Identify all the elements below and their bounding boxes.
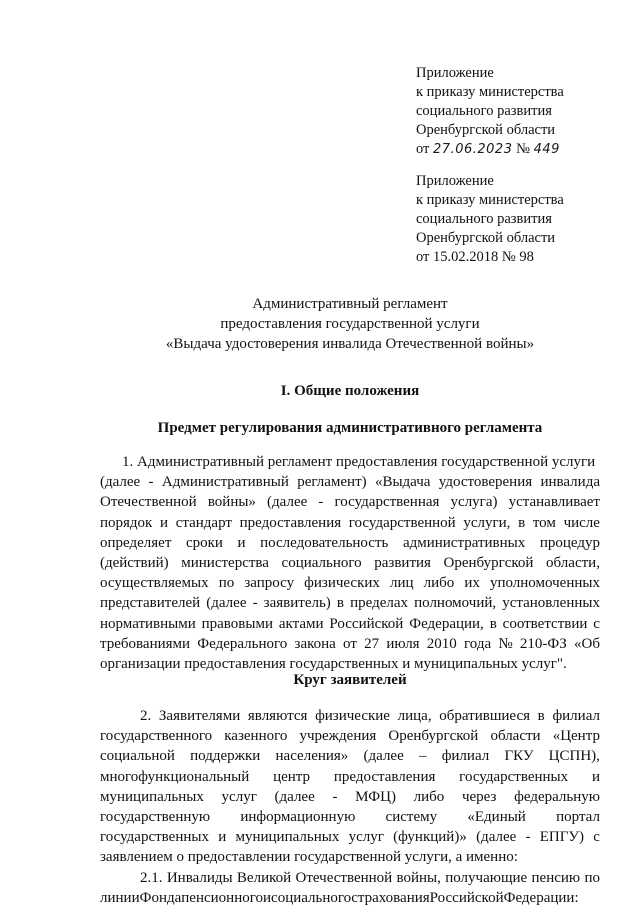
word: учреждения [299, 728, 377, 745]
word: сроки [185, 534, 223, 551]
word: министерства [181, 554, 269, 571]
subheading-subject: Предмет регулирования административного регламента [157, 420, 543, 436]
paragraph-line [100, 827, 600, 847]
paragraph-line [100, 533, 600, 553]
word: том [532, 514, 556, 531]
word: либо [413, 788, 445, 805]
word: закона [294, 635, 336, 652]
word: и [237, 534, 246, 551]
word: Отечественной [100, 494, 197, 511]
word: федеральную [514, 788, 600, 805]
word: государственная [334, 494, 440, 511]
section-heading: I. Общие положения [280, 383, 420, 399]
word: порядок [100, 514, 153, 531]
word: запросу [244, 575, 295, 592]
word: по [218, 575, 235, 592]
word: линии [100, 890, 140, 907]
word: и [591, 768, 600, 785]
word: (далее [206, 595, 247, 612]
word: Заявителями [158, 708, 241, 724]
word: информационную [240, 808, 356, 825]
handwritten-date: 27.06.2023 [433, 142, 513, 157]
appendix-line: Оренбургской области [416, 230, 556, 246]
number-sign: № [516, 141, 530, 157]
word: года [464, 635, 492, 652]
word: пределах [350, 595, 409, 612]
paragraph-line [100, 573, 600, 593]
word: от [343, 635, 357, 652]
word: через [461, 788, 497, 805]
word: и [218, 829, 227, 846]
word: государственных [100, 829, 209, 846]
word: и [160, 514, 169, 531]
word: (далее [476, 829, 517, 846]
paragraph-line [100, 513, 600, 533]
word: - [318, 494, 324, 511]
word: государственной [348, 514, 456, 531]
paragraph-line [100, 767, 600, 787]
word: «Об [574, 635, 600, 652]
paragraph-line [100, 452, 600, 472]
handwritten-number: 449 [533, 142, 560, 157]
appendix-line: от 15.02.2018 № 98 [416, 249, 534, 265]
word: Российской [329, 615, 404, 632]
word: – [418, 748, 427, 765]
word: - [252, 595, 258, 612]
title-line: предоставления государственной услуги [220, 316, 480, 332]
word: лица, [397, 708, 432, 724]
word: Инвалиды [166, 870, 233, 886]
paragraph-line [100, 847, 600, 867]
word: Оренбургской [443, 554, 534, 571]
word: актами [278, 615, 324, 632]
appendix-previous-order [416, 172, 564, 267]
appendix-line: к приказу министерства [416, 192, 564, 208]
word: услуг [221, 788, 257, 805]
word: 210-ФЗ [519, 635, 567, 652]
word: МФЦ) [355, 788, 396, 805]
word: войны» [207, 494, 256, 511]
word: (далее [267, 494, 308, 511]
word: филиал [441, 748, 490, 765]
word: последовательность [260, 534, 389, 551]
word: государственную [100, 808, 211, 825]
appendix-current-order [416, 64, 564, 159]
word: населения» [275, 748, 349, 765]
paragraph-line [100, 553, 600, 573]
word: нормативными [100, 615, 196, 632]
word: № [498, 635, 513, 652]
word: портал [556, 808, 600, 825]
word: получающие [445, 870, 528, 886]
word: социальной [100, 748, 175, 765]
word: социального [271, 890, 352, 907]
word: либо [423, 575, 455, 592]
word: 2.1. [140, 870, 163, 886]
word: «Выдача [374, 474, 431, 491]
word: ГКУ [504, 748, 534, 765]
word: услуги, [463, 514, 511, 531]
word: в [336, 595, 344, 612]
appendix-line: Оренбургской области [416, 122, 556, 138]
word: их [464, 575, 480, 592]
paragraph-2-1 [100, 868, 600, 908]
word: поддержки [190, 748, 261, 765]
word: муниципальных [100, 788, 204, 805]
paragraph-line [100, 492, 600, 512]
word: правовыми [201, 615, 273, 632]
paragraph-line [100, 807, 600, 827]
word: пенсионного [181, 890, 264, 907]
word: в [518, 514, 526, 531]
word: 2. [140, 708, 152, 724]
word: организации предоставления государственных и муниципальных услуг". [100, 655, 567, 672]
paragraph-line [100, 787, 600, 807]
word: (функций)» [393, 829, 467, 846]
paragraph-line [100, 746, 600, 766]
word: административных [402, 534, 526, 551]
word: июля [386, 635, 420, 652]
word: «Единый [467, 808, 526, 825]
word: Фонда [139, 890, 182, 907]
word: являются [247, 708, 308, 724]
paragraph-line [100, 634, 600, 654]
word: устанавливает [508, 494, 600, 511]
word: Административный [161, 474, 289, 491]
word: регламент) [297, 474, 367, 491]
word: области [490, 728, 541, 745]
word: услуга) [450, 494, 498, 511]
word: заявлением о предоставлении государственной услуги, а именно: [100, 849, 518, 866]
word: Федерального [197, 635, 288, 652]
word: 1. Административный регламент предоставления государственной услуги [122, 454, 596, 470]
word: филиал [552, 708, 600, 724]
word: центр [273, 768, 311, 785]
date-prefix: от [416, 141, 430, 157]
paragraph-line [100, 726, 600, 746]
word: развития [374, 554, 431, 571]
word: казенного [224, 728, 288, 745]
word: предоставления [239, 514, 342, 531]
word: осуществляемых [100, 575, 209, 592]
word: удостоверения [438, 474, 533, 491]
appendix-line: Приложение [416, 173, 494, 189]
document-title [100, 294, 600, 354]
word: уполномоченных [489, 575, 600, 592]
word: представителей [100, 595, 201, 612]
appendix-line: социального развития [416, 103, 552, 119]
word: 2010 [426, 635, 457, 652]
title-line: «Выдача удостоверения инвалида Отечественной войны» [165, 336, 535, 352]
subheading-applicants: Круг заявителей [293, 672, 407, 688]
title-line: Административный регламент [252, 296, 448, 312]
word: (далее [274, 788, 315, 805]
paragraph-line [100, 614, 600, 634]
paragraph-line [100, 706, 600, 726]
appendix-date-line [416, 140, 564, 159]
word: установленных [502, 595, 600, 612]
word: «Центр [552, 728, 600, 745]
word: и [263, 890, 272, 907]
word: числе [563, 514, 600, 531]
word: Российской [429, 890, 504, 907]
word: с [593, 829, 600, 846]
word: услуг [348, 829, 384, 846]
paragraph-line [100, 868, 600, 888]
word: страхования [351, 890, 430, 907]
word: - [332, 788, 338, 805]
word: систему [385, 808, 438, 825]
word: полномочий, [414, 595, 497, 612]
word: - [148, 474, 154, 491]
word: предоставления [333, 768, 436, 785]
word: стандарт [175, 514, 232, 531]
word: в [537, 708, 545, 724]
word: муниципальных [235, 829, 340, 846]
paragraph-line [100, 472, 600, 492]
word: государственных [459, 768, 569, 785]
word: Великой [236, 870, 292, 886]
word: по [584, 870, 600, 886]
word: (далее [363, 748, 404, 765]
word: войны, [396, 870, 441, 886]
word: (действий) [100, 554, 169, 571]
appendix-line: к приказу министерства [416, 84, 564, 100]
paragraph-2 [100, 706, 600, 868]
word: заявитель) [263, 595, 331, 612]
appendix-line: Приложение [416, 65, 494, 81]
word: определяет [100, 534, 172, 551]
appendix-line: социального развития [416, 211, 552, 227]
word: соответствии [502, 615, 588, 632]
word: ЕПГУ) [539, 829, 585, 846]
word: пенсию [531, 870, 581, 886]
word: Отечественной [295, 870, 393, 886]
word: многофункциональный [100, 768, 250, 785]
word: (далее [100, 474, 141, 491]
word: физических [304, 575, 380, 592]
word: обратившиеся [439, 708, 530, 724]
word: ЦСПН), [548, 748, 600, 765]
word: 27 [364, 635, 380, 652]
word: Оренбургской [388, 728, 479, 745]
word: процедур [539, 534, 600, 551]
paragraph-line [100, 888, 600, 908]
word: Федерации, [409, 615, 484, 632]
word: социального [281, 554, 362, 571]
word: физические [315, 708, 390, 724]
word: инвалида [540, 474, 600, 491]
word: - [525, 829, 531, 846]
word: государственного [100, 728, 213, 745]
paragraph-1 [100, 452, 600, 674]
word: требованиями [100, 635, 191, 652]
word: Федерации: [503, 890, 579, 907]
word: лиц [389, 575, 414, 592]
paragraph-line [100, 593, 600, 613]
word: с [593, 615, 600, 632]
word: области, [546, 554, 600, 571]
word: в [489, 615, 497, 632]
